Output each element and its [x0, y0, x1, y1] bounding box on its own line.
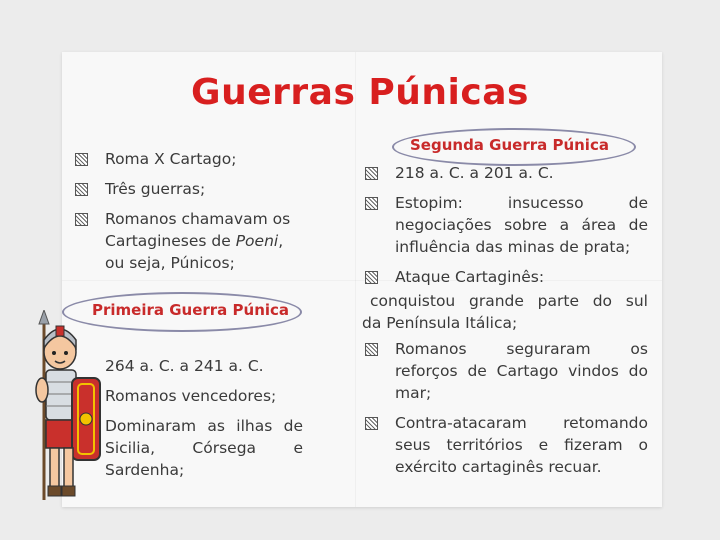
- bullet-square-icon: [75, 153, 88, 166]
- list-item: Contra-atacaram retomando seus territórios e fizeram o exército cartaginês recuar.: [365, 412, 648, 478]
- list-item: Ataque Cartaginês:: [365, 266, 648, 288]
- bullet-square-icon: [365, 167, 378, 180]
- list-item: Romanos seguraram os reforços de Cartago vindos do mar;: [365, 338, 648, 404]
- bullet-square-icon: [365, 271, 378, 284]
- roman-soldier-illustration: [8, 310, 108, 510]
- slide-title: Guerras Púnicas: [191, 72, 529, 113]
- list-item: Romanos chamavam os Cartagineses de Poeni, ou seja, Púnicos;: [75, 208, 305, 274]
- bullet-square-icon: [75, 213, 88, 226]
- list-item: Romanos vencedores;: [105, 387, 277, 405]
- bullet-square-icon: [75, 183, 88, 196]
- segunda-heading: Segunda Guerra Púnica: [410, 136, 609, 154]
- list-item: 264 a. C. a 241 a. C.: [105, 357, 264, 375]
- segunda-list: [362, 162, 648, 478]
- list-item: Dominaram as ilhas de Sicilia, Córsega e Sardenha;: [105, 417, 303, 479]
- bullet-square-icon: [365, 343, 378, 356]
- list-item: Três guerras;: [75, 178, 305, 200]
- bullet-square-icon: [365, 197, 378, 210]
- list-item: Estopim: insucesso de negociações sobre a área de influência das minas de prata;: [365, 192, 648, 258]
- left-intro-list: [75, 148, 305, 274]
- paragraph: conquistou grande parte do sul da Península Itálica;: [362, 292, 648, 332]
- primeira-heading: Primeira Guerra Púnica: [92, 301, 290, 319]
- list-item: 218 a. C. a 201 a. C.: [365, 162, 648, 184]
- list-item: Roma X Cartago;: [75, 148, 305, 170]
- primeira-list: [75, 355, 303, 481]
- bullet-square-icon: [365, 417, 378, 430]
